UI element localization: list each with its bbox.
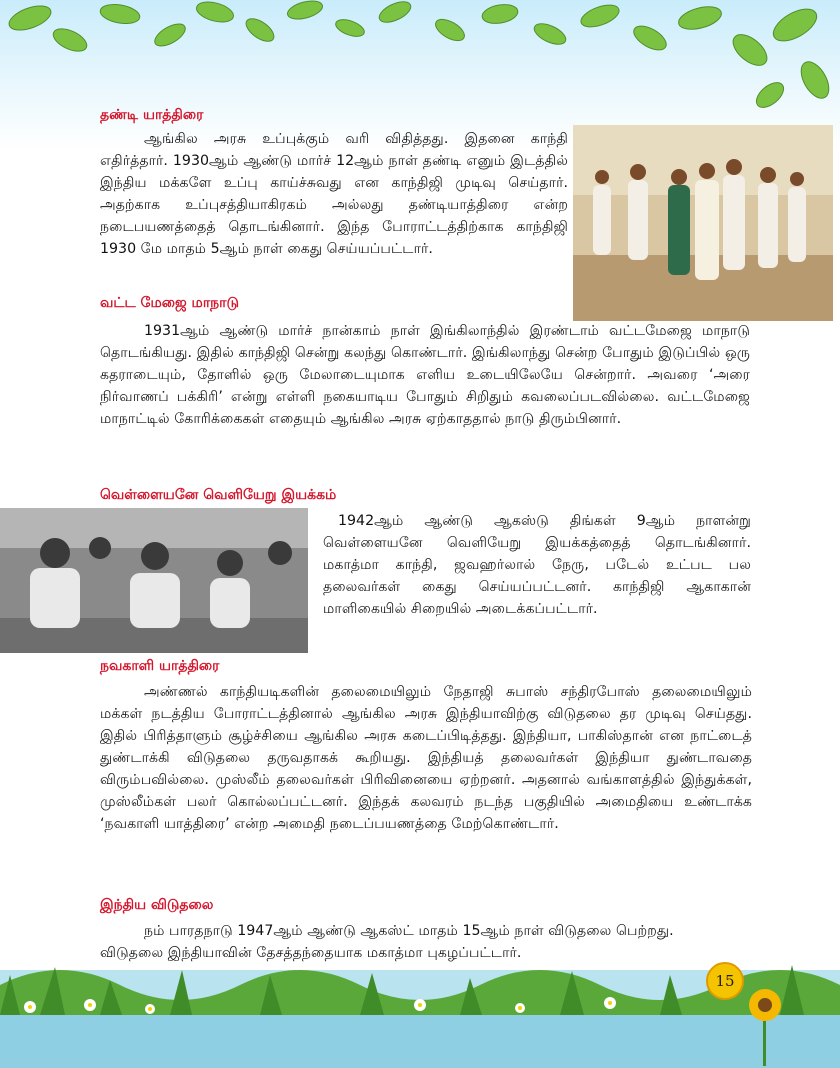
dandi-march-photo [573,125,833,321]
paragraph: ஆங்கில அரசு உப்புக்கும் வரி விதித்தது. இதனை காந்தி எதிர்த்தார். 1930ஆம் ஆண்டு மார்ச் 12ஆம் நாள் தண்டி எனும் இடத்தில் இந்திய மக்களே உப்பு காய்ச்சுவது என காந்திஜி முடிவு செய்தார். அதற்காக உப்புசத்தியாகிரகம் அல்லது தண்டியாத்திரை என்ற நடைபயணத்தைத் தொடங்கினார். இந்த போராட்டத்திற்காக காந்திஜி 1930 மே மாதம் 5ஆம் நாள் கைது செய்யப்பட்டார். [100,131,568,257]
paragraph-line-2: விடுதலை இந்தியாவின் தேசத்தந்தையாக மகாத்மா புகழப்பட்டார். [100,945,522,961]
paragraph: அண்ணல் காந்தியடிகளின் தலைமையிலும் நேதாஜி சுபாஸ் சந்திரபோஸ் தலைமையிலும் மக்கள் நடத்திய போராட்டத்தினால் ஆங்கில அரசு இந்தியாவிற்கு விடுதலை தர முடிவு செய்தது. இதில் பிரித்தாளும் சூழ்ச்சியை ஆங்கில அரசு கடைப்பிடித்தது. இந்தியா, பாகிஸ்தான் என நாட்டைத் துண்டாக்கி விடுதலை தருவதாகக் கூறியது. இந்தியத் தலைவர்கள் இந்தியா துண்டாவதை விரும்பவில்லை. முஸ்லீம் தலைவர்கள் பிரிவினையை ஏற்றனர். அதனால் வங்காளத்தில் இந்துக்கள், முஸ்லீம்கள் பலர் கொல்லப்பட்டனர். இந்தக் கலவரம் நடந்த பகுதியில் அமைதியை உண்டாக்க ‘நவகாளி யாத்திரை’ என்ற அமைதி நடைப்பயணத்தை மேற்கொண்டார். [100,684,752,832]
section-heading-noakhali: நவகாளி யாத்திரை [100,658,220,674]
section-heading-quit-india: வெள்ளையனே வெளியேறு இயக்கம் [100,487,337,503]
section-text-noakhali [100,681,752,835]
paragraph: 1931ஆம் ஆண்டு மார்ச் நான்காம் நாள் இங்கிலாந்தில் இரண்டாம் வட்டமேஜை மாநாடு தொடங்கியது. இதில் காந்திஜி சென்று கலந்து கொண்டார். இங்கிலாந்து சென்ற போதும் இடுப்பில் ஒரு கதராடையும், தோளில் ஒரு மேலாடையுமாக எளிய உடையிலேயே சென்றார். அவரை ‘அரை நிர்வாணப் பக்கிரி’ என்று எள்ளி நகையாடிய போதும் சிறிதும் கவலைப்படவில்லை. வட்டமேஜை மாநாட்டில் கோரிக்கைகள் எதையும் ஆங்கில அரசு ஏற்காததால் நாடு திரும்பினார். [100,323,750,427]
section-text-quit-india [323,510,751,620]
quit-india-photo [0,508,308,653]
section-text-dandi [100,128,568,260]
section-text-round-table [100,320,750,430]
leaf-border-top [0,0,840,110]
page-number-badge: 15 [706,962,744,1000]
paragraph: 1942ஆம் ஆண்டு ஆகஸ்டு திங்கள் 9ஆம் நாளன்று வெள்ளையனே வெளியேறு இயக்கத்தைத் தொடங்கினார். மகாத்மா காந்தி, ஜவஹர்லால் நேரு, படேல் உட்பட பல தலைவர்கள் கைது செய்யப்பட்டனர். காந்திஜி ஆகாகான் மாளிகையில் சிறையில் அடைக்கப்பட்டார். [323,513,751,617]
section-heading-dandi: தண்டி யாத்திரை [100,107,204,123]
paragraph-line-1: நம் பாரதநாடு 1947ஆம் ஆண்டு ஆகஸ்ட் மாதம் 15ஆம் நாள் விடுதலை பெற்றது. [144,923,674,939]
section-heading-round-table: வட்ட மேஜை மாநாடு [100,295,239,311]
grass-border-bottom [0,945,840,1068]
section-heading-independence: இந்திய விடுதலை [100,897,214,913]
